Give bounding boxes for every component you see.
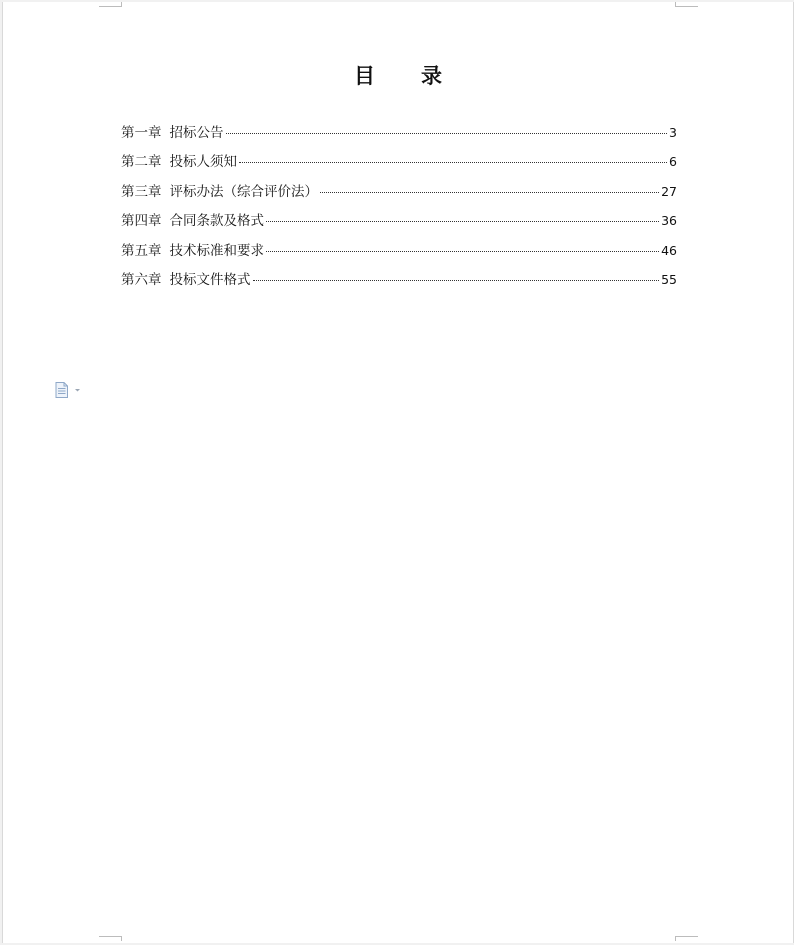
toc-chapter-label: 第五章 [121, 242, 162, 259]
toc-chapter-label: 第四章 [121, 213, 162, 230]
toc-page-number: 36 [661, 213, 677, 229]
toc-entry[interactable] [121, 150, 677, 179]
paste-options-button[interactable] [55, 382, 85, 398]
toc-entry[interactable] [121, 209, 677, 238]
toc-chapter-label: 第六章 [121, 271, 162, 288]
toc-entry[interactable] [121, 239, 677, 268]
chevron-down-icon [75, 389, 80, 392]
toc-entry[interactable] [121, 121, 677, 150]
toc-entry-title: 招标公告 [169, 125, 224, 141]
toc-leader-dots [320, 192, 659, 193]
toc-leader-dots [266, 221, 659, 222]
crop-mark-bottom-right [675, 936, 698, 941]
toc-page-number: 3 [669, 125, 677, 140]
toc-page-number: 55 [661, 271, 677, 287]
toc-chapter-label: 第一章 [121, 125, 162, 141]
toc-leader-dots [266, 251, 659, 252]
toc-chapter-label: 第三章 [121, 183, 162, 200]
toc-page-number: 6 [669, 154, 677, 170]
toc-title [3, 60, 793, 90]
toc-leader-dots [239, 162, 667, 163]
crop-mark-top-right [675, 2, 698, 7]
toc-page-number: 46 [661, 242, 677, 258]
toc-page-number: 27 [661, 183, 677, 199]
toc-entry-title: 技术标准和要求 [169, 242, 264, 259]
toc-chapter-label: 第二章 [121, 154, 162, 171]
toc-list [121, 121, 677, 297]
toc-entry[interactable] [121, 180, 677, 209]
toc-entry-title: 合同条款及格式 [169, 213, 264, 230]
crop-mark-bottom-left [99, 936, 122, 941]
toc-entry[interactable] [121, 268, 677, 297]
toc-entry-title: 投标文件格式 [169, 271, 251, 288]
toc-title-char-1: 目 [354, 64, 375, 88]
document-page [2, 2, 794, 943]
toc-entry-title: 投标人须知 [169, 154, 237, 171]
document-icon [55, 382, 85, 398]
crop-mark-top-left [99, 2, 122, 7]
toc-leader-dots [253, 280, 660, 281]
toc-title-char-2: 录 [421, 64, 442, 88]
toc-entry-title: 评标办法（综合评价法） [169, 183, 318, 200]
toc-leader-dots [226, 133, 668, 134]
